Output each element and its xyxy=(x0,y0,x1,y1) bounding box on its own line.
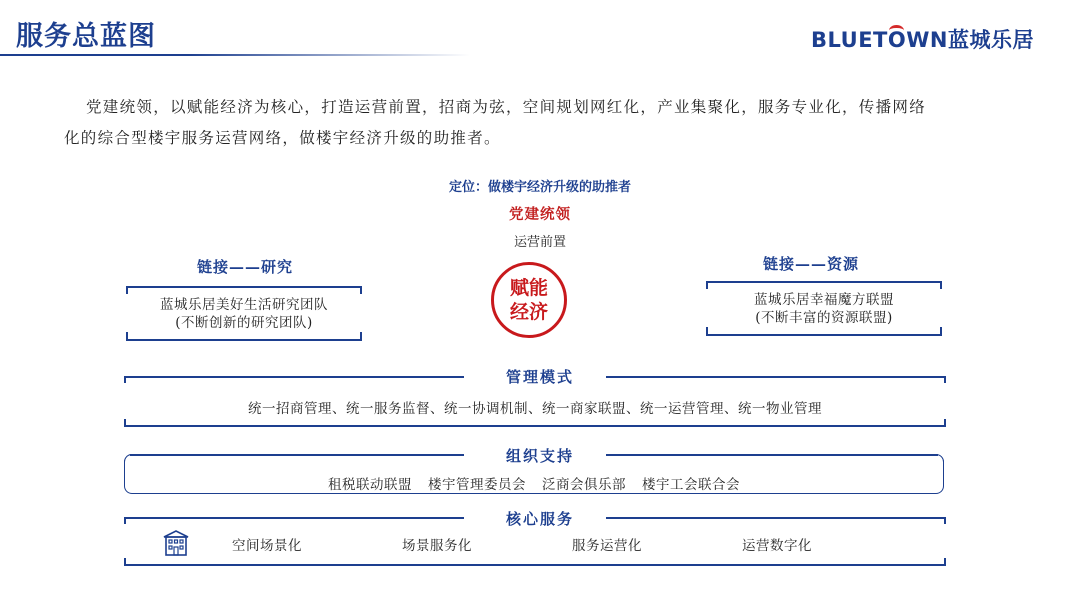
org-item: 楼宇工会联合会 xyxy=(642,477,740,493)
logo-o xyxy=(888,28,906,52)
core-item: 运营数字化 xyxy=(742,538,812,554)
organization-title: 组织支持 xyxy=(505,447,574,465)
party-lead-text: 党建统领 xyxy=(509,206,571,223)
positioning-text: 定位：做楼宇经济升级的助推者 xyxy=(448,180,631,195)
page-title: 服务总蓝图 xyxy=(16,21,156,52)
seal-line-1: 赋能 xyxy=(509,277,548,299)
left-line-2: (不断创新的研究团队) xyxy=(175,315,313,331)
logo-latin-a: BLUET xyxy=(811,28,888,52)
core-title: 核心服务 xyxy=(505,510,574,528)
intro-paragraph xyxy=(64,92,1014,154)
right-line-2: (不断丰富的资源联盟) xyxy=(755,310,893,326)
org-item: 泛商会俱乐部 xyxy=(542,477,626,493)
core-item: 服务运营化 xyxy=(572,538,642,554)
logo-latin-b: WN xyxy=(906,28,948,52)
org-item: 租税联动联盟 xyxy=(328,477,412,493)
right-line-1: 蓝城乐居幸福魔方联盟 xyxy=(754,292,894,308)
intro-line-2: 化的综合型楼宇服务运营网络，做楼宇经济升级的助推者。 xyxy=(64,129,501,147)
logo-cn: 蓝城乐居 xyxy=(948,28,1034,52)
left-title: 链接——研究 xyxy=(197,258,294,276)
org-item: 楼宇管理委员会 xyxy=(428,477,526,493)
core-item: 场景服务化 xyxy=(402,538,472,554)
organization-items xyxy=(124,473,944,493)
left-line-1: 蓝城乐居美好生活研究团队 xyxy=(160,297,328,313)
left-content xyxy=(126,296,362,332)
title-underline xyxy=(0,54,470,56)
logo-arc-icon xyxy=(889,25,904,36)
core-item: 空间场景化 xyxy=(232,538,302,554)
intro-line-1: 党建统领，以赋能经济为核心，打造运营前置，招商为弦，空间规划网红化，产业集聚化，服务专业化，传播网络 xyxy=(86,98,927,116)
management-title: 管理模式 xyxy=(505,368,574,386)
brand-logo xyxy=(811,24,1034,54)
management-items: 统一招商管理、统一服务监督、统一协调机制、统一商家联盟、统一运营管理、统一物业管理 xyxy=(248,401,822,417)
ops-front-text: 运营前置 xyxy=(513,235,566,250)
right-content xyxy=(706,291,942,327)
logo-latin-o: O xyxy=(887,28,907,52)
empower-economy-seal xyxy=(491,262,567,338)
seal-line-2: 经济 xyxy=(509,301,548,323)
building-icon xyxy=(161,528,191,558)
right-title: 链接——资源 xyxy=(763,255,860,273)
